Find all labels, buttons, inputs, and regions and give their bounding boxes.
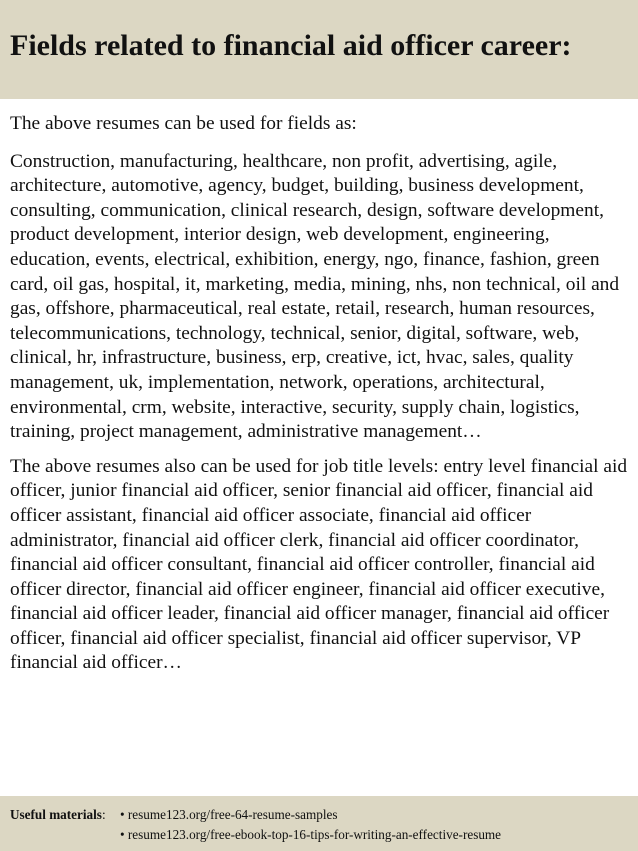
main-content	[10, 112, 634, 676]
job-levels-text: The above resumes also can be used for job title levels: entry level financial aid officer, junior financial aid officer, senior financial aid officer, financial aid officer assistant, financial aid officer associate, financial aid officer administrator, financial aid officer clerk, financial aid officer coordinator, financial aid officer consultant, financial aid officer controller, financial aid officer director, financial aid officer engineer, financial aid officer executive, financial aid officer leader, financial aid officer manager, financial aid officer officer, financial aid officer specialist, financial aid officer supervisor, VP financial aid officer…	[10, 455, 628, 674]
useful-materials-label-colon: :	[101, 807, 106, 822]
footer-label-spacer	[10, 825, 120, 845]
resume-samples-link[interactable]: • resume123.org/free-64-resume-samples	[120, 807, 338, 822]
ebook-tips-link[interactable]: • resume123.org/free-ebook-top-16-tips-for-writing-an-effective-resume	[120, 827, 502, 842]
footer-band	[0, 796, 638, 851]
intro-text: The above resumes can be used for fields as:	[10, 113, 357, 134]
header-band	[0, 0, 638, 99]
page-title: Fields related to financial aid officer career:	[10, 29, 572, 62]
useful-materials-label	[10, 805, 120, 825]
footer-row-1	[10, 805, 638, 825]
fields-list-text: Construction, manufacturing, healthcare, non profit, advertising, agile, architecture, automotive, agency, budget, building, business development, consulting, communication, clinical research, design, software development, product development, interior design, web development, engineering, education, events, electrical, exhibition, energy, ngo, finance, fashion, green card, oil gas, hospital, it, marketing, media, mining, nhs, non technical, oil and gas, offshore, pharmaceutical, real estate, retail, research, human resources, telecommunications, technology, technical, senior, digital, software, web, clinical, hr, infrastructure, business, erp, creative, ict, hvac, sales, quality management, uk, implementation, network, operations, architectural, environmental, crm, website, interactive, security, supply chain, logistics, training, project management, administrative management…	[10, 150, 620, 443]
footer-row-2	[10, 825, 638, 845]
useful-materials-label-text: Useful materials	[10, 807, 102, 822]
